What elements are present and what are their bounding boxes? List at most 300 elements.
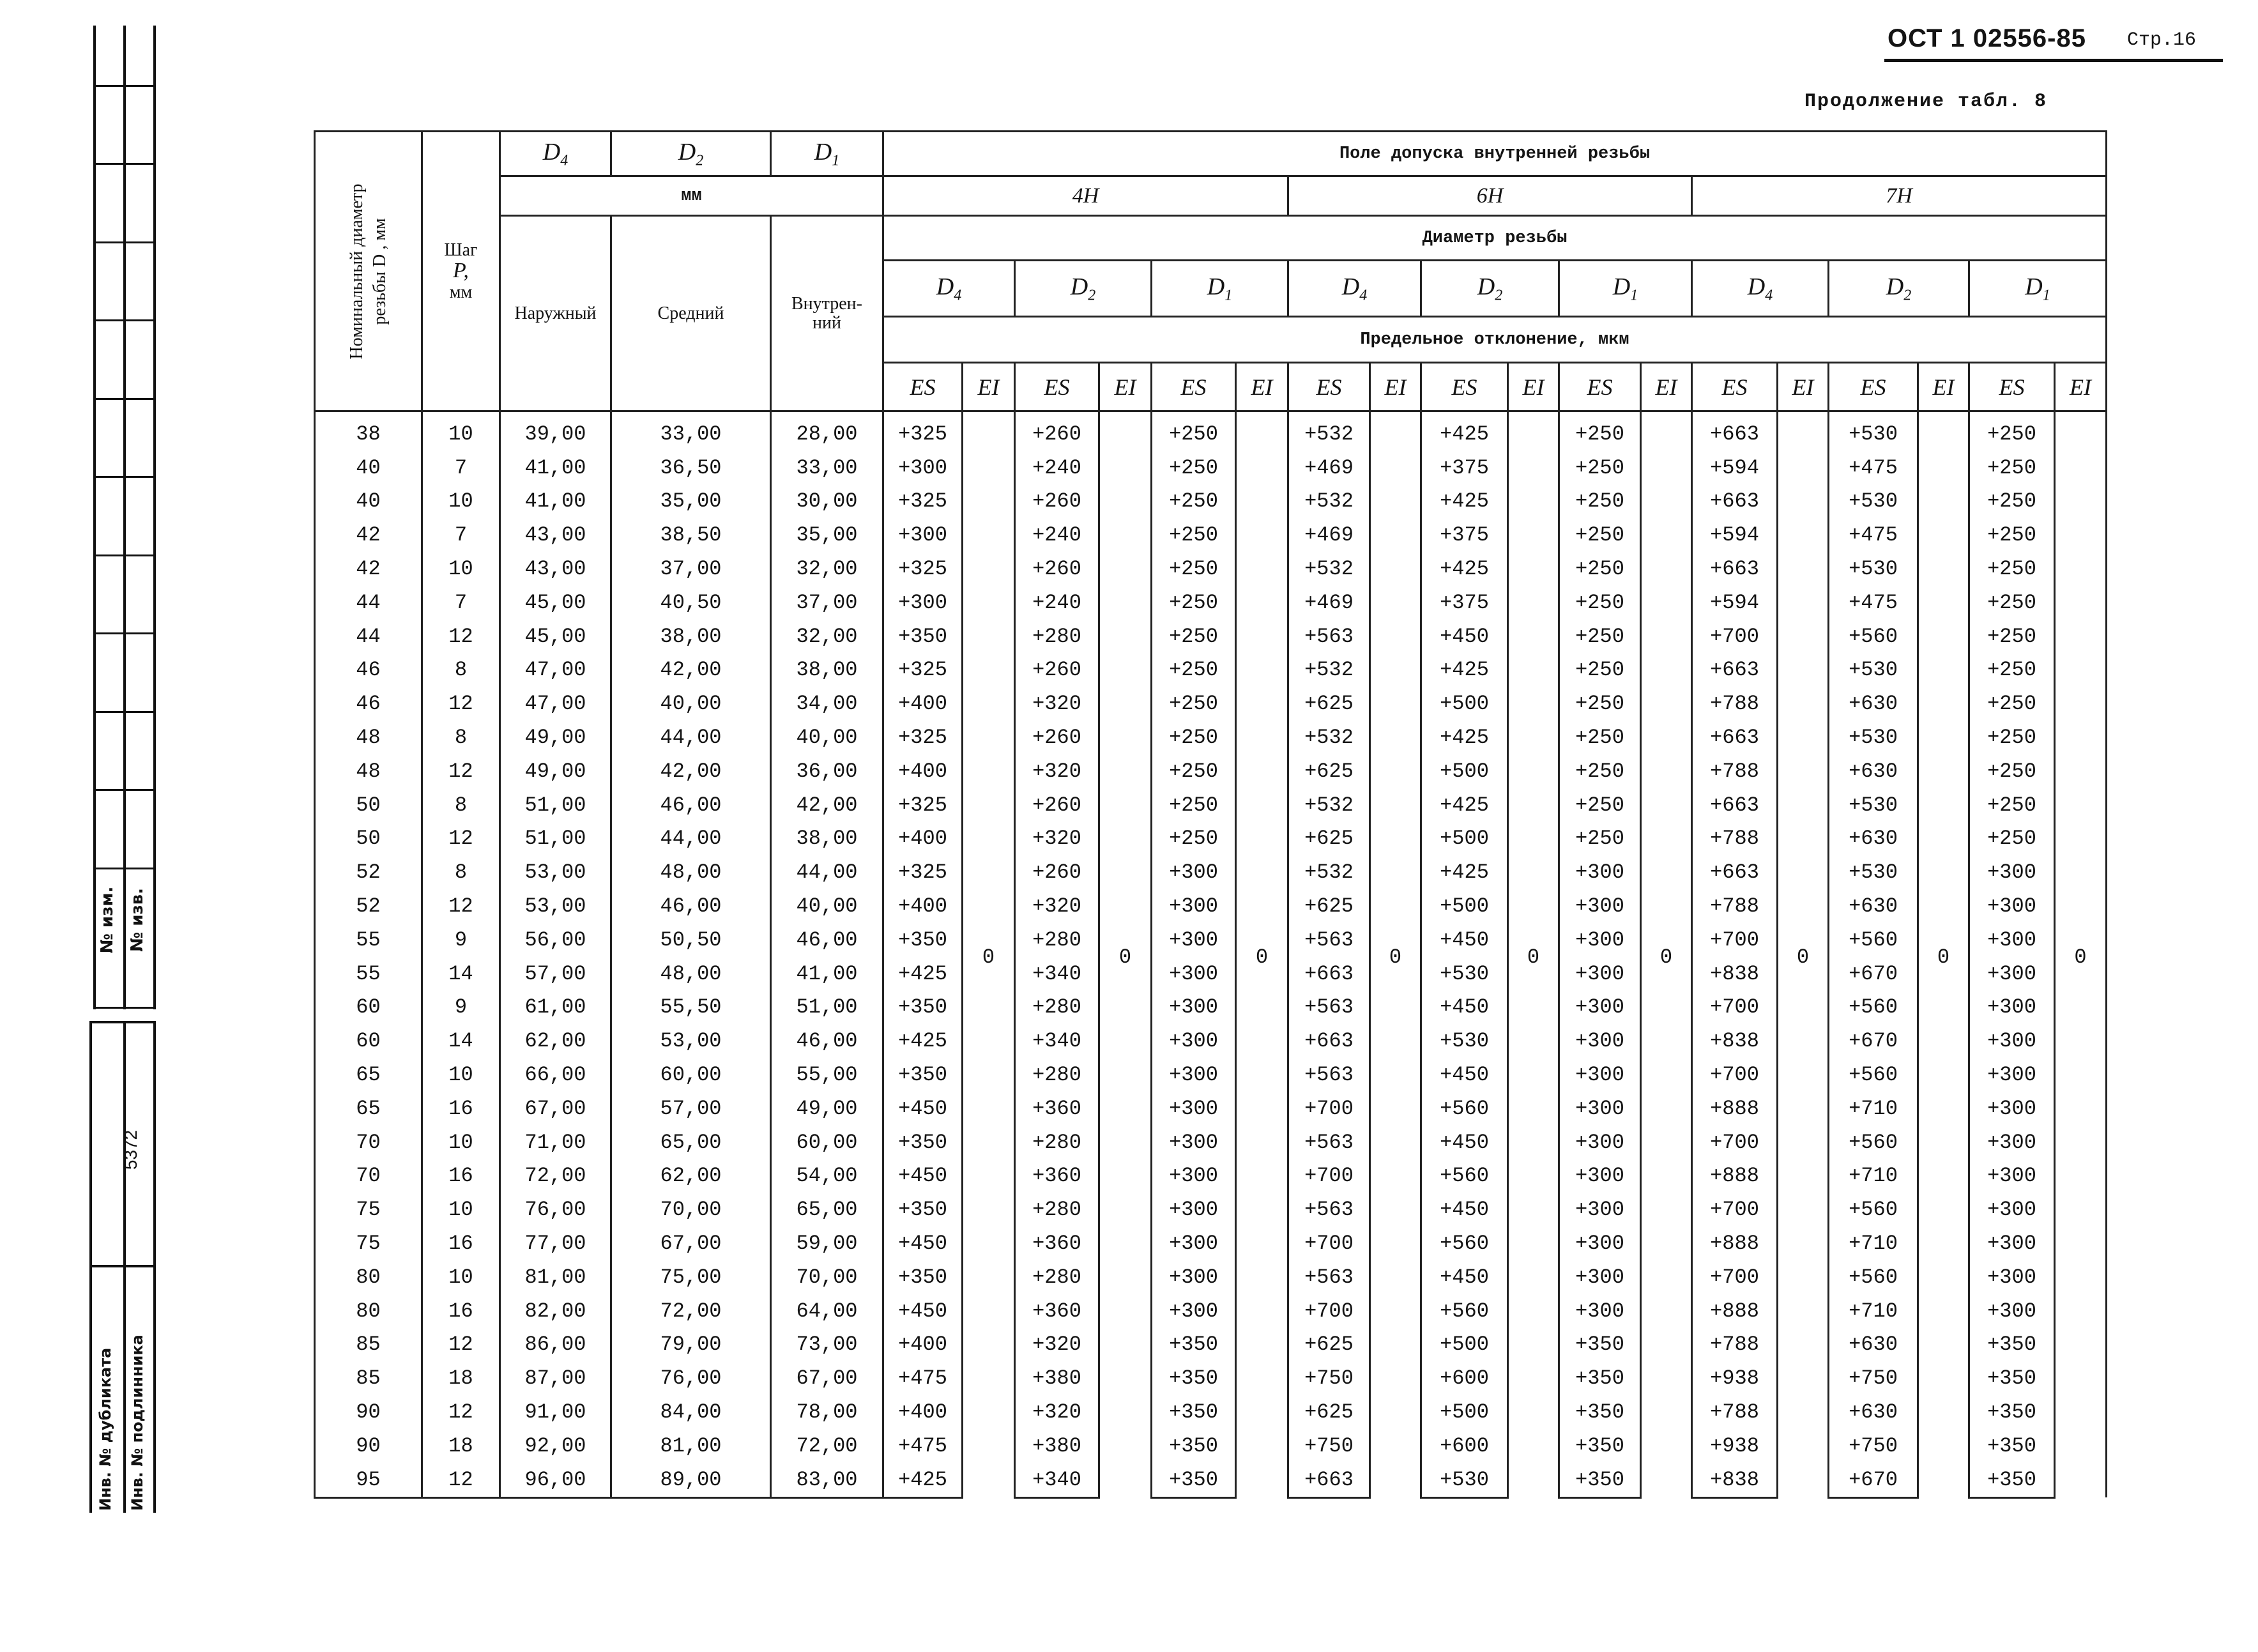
ei-header: EI	[1641, 363, 1692, 411]
es-value-cell: +700	[1692, 991, 1778, 1025]
es-value-cell: +425	[883, 1024, 963, 1058]
es-value-cell: +532	[1288, 788, 1370, 822]
es-value-cell: +750	[1288, 1361, 1370, 1395]
es-value-cell: +475	[1829, 451, 1918, 485]
es-value-cell: +469	[1288, 586, 1370, 620]
outer-diameter-cell: 77,00	[500, 1227, 611, 1260]
d4-symbol: $D_4$	[1288, 261, 1421, 317]
es-value-cell: +250	[1969, 411, 2055, 451]
nominal-diameter-cell: 46	[315, 654, 422, 687]
es-value-cell: +625	[1288, 822, 1370, 856]
es-value-cell: +700	[1288, 1294, 1370, 1328]
es-value-cell: +450	[1421, 991, 1508, 1025]
middle-diameter-cell: 79,00	[611, 1328, 771, 1362]
outer-diameter-cell: 86,00	[500, 1328, 611, 1362]
es-value-cell: +350	[1152, 1463, 1236, 1497]
es-value-cell: +450	[1421, 1058, 1508, 1092]
outer-diameter-cell: 47,00	[500, 654, 611, 687]
pitch-cell: 10	[422, 1260, 500, 1294]
pitch-cell: 10	[422, 552, 500, 586]
es-value-cell: +700	[1692, 1058, 1778, 1092]
nominal-diameter-cell: 70	[315, 1159, 422, 1193]
es-value-cell: +300	[1152, 1159, 1236, 1193]
es-value-cell: +350	[1559, 1463, 1641, 1497]
es-value-cell: +325	[883, 552, 963, 586]
nominal-diameter-cell: 95	[315, 1463, 422, 1497]
pitch-header: Шаг P, мм	[422, 132, 500, 411]
strip-line	[93, 398, 156, 400]
d1-symbol: $D_1$	[1559, 261, 1692, 317]
es-value-cell: +560	[1829, 923, 1918, 957]
nominal-diameter-cell: 85	[315, 1361, 422, 1395]
es-value-cell: +625	[1288, 889, 1370, 923]
es-value-cell: +325	[883, 411, 963, 451]
es-value-cell: +300	[1969, 1092, 2055, 1126]
es-value-cell: +250	[1559, 586, 1641, 620]
table-row	[315, 1092, 2107, 1126]
strip-line	[153, 1021, 156, 1513]
pitch-cell: 12	[422, 1328, 500, 1362]
ei-value-cell: 0	[1236, 411, 1288, 1498]
table-row	[315, 1328, 2107, 1362]
es-value-cell: +563	[1288, 991, 1370, 1025]
es-value-cell: +300	[1969, 1294, 2055, 1328]
es-value-cell: +500	[1421, 687, 1508, 721]
pitch-cell: 8	[422, 721, 500, 754]
table-row	[315, 411, 2107, 451]
outer-diameter-cell: 62,00	[500, 1024, 611, 1058]
ei-value-cell: 0	[1370, 411, 1421, 1498]
es-value-cell: +838	[1692, 1463, 1778, 1497]
es-value-cell: +320	[1015, 1328, 1099, 1362]
es-value-cell: +888	[1692, 1092, 1778, 1126]
pitch-cell: 10	[422, 1193, 500, 1227]
es-value-cell: +400	[883, 754, 963, 788]
ei-header: EI	[1370, 363, 1421, 411]
es-value-cell: +260	[1015, 552, 1099, 586]
es-value-cell: +340	[1015, 1463, 1099, 1497]
ei-header: EI	[1918, 363, 1969, 411]
table-row	[315, 1193, 2107, 1227]
es-value-cell: +350	[1969, 1361, 2055, 1395]
middle-diameter-cell: 46,00	[611, 889, 771, 923]
middle-diameter-cell: 76,00	[611, 1361, 771, 1395]
es-value-cell: +560	[1829, 1193, 1918, 1227]
inner-diameter-cell: 38,00	[771, 822, 883, 856]
es-value-cell: +300	[1969, 957, 2055, 991]
es-value-cell: +325	[883, 721, 963, 754]
es-value-cell: +250	[1969, 552, 2055, 586]
es-value-cell: +425	[1421, 411, 1508, 451]
es-value-cell: +560	[1421, 1294, 1508, 1328]
es-value-cell: +350	[1559, 1429, 1641, 1463]
nominal-diameter-cell: 75	[315, 1227, 422, 1260]
inner-diameter-cell: 32,00	[771, 620, 883, 654]
strip-line	[153, 26, 156, 1009]
es-value-cell: +250	[1152, 822, 1236, 856]
inner-diameter-cell: 60,00	[771, 1126, 883, 1159]
strip-line	[93, 1007, 156, 1009]
middle-diameter-cell: 35,00	[611, 485, 771, 519]
es-value-cell: +663	[1288, 1463, 1370, 1497]
nominal-diameter-cell: 46	[315, 687, 422, 721]
es-value-cell: +300	[1152, 1092, 1236, 1126]
d1-symbol: $D_1$	[771, 132, 883, 176]
table-continuation-title: Продолжение табл. 8	[1804, 91, 2048, 112]
middle-diameter-cell: 42,00	[611, 754, 771, 788]
es-value-cell: +710	[1829, 1227, 1918, 1260]
strip-label: Инв. № подлинника	[128, 1335, 146, 1511]
nominal-diameter-cell: 55	[315, 923, 422, 957]
es-value-cell: +250	[1559, 721, 1641, 754]
document-code: ОСТ 1 02556-85	[1888, 24, 2086, 52]
es-value-cell: +260	[1015, 411, 1099, 451]
es-value-cell: +300	[1152, 923, 1236, 957]
pitch-cell: 16	[422, 1227, 500, 1260]
es-value-cell: +300	[1559, 1126, 1641, 1159]
middle-diameter-cell: 44,00	[611, 822, 771, 856]
strip-line	[93, 868, 156, 869]
es-value-cell: +888	[1692, 1294, 1778, 1328]
es-value-cell: +663	[1692, 411, 1778, 451]
es-value-cell: +300	[1969, 1227, 2055, 1260]
es-value-cell: +250	[1152, 754, 1236, 788]
inner-diameter-cell: 54,00	[771, 1159, 883, 1193]
es-value-cell: +300	[883, 451, 963, 485]
pitch-cell: 10	[422, 485, 500, 519]
es-value-cell: +250	[1969, 620, 2055, 654]
es-value-cell: +350	[883, 923, 963, 957]
middle-diameter-cell: 89,00	[611, 1463, 771, 1497]
es-value-cell: +475	[883, 1361, 963, 1395]
pitch-cell: 10	[422, 411, 500, 451]
ei-value-cell: 0	[1778, 411, 1829, 1498]
ei-header: EI	[1099, 363, 1152, 411]
inner-diameter-cell: 41,00	[771, 957, 883, 991]
es-value-cell: +250	[1969, 586, 2055, 620]
es-value-cell: +663	[1692, 485, 1778, 519]
es-value-cell: +360	[1015, 1294, 1099, 1328]
es-value-cell: +300	[1152, 1193, 1236, 1227]
es-value-cell: +250	[1969, 451, 2055, 485]
middle-diameter-cell: 36,50	[611, 451, 771, 485]
es-value-cell: +350	[883, 1058, 963, 1092]
thread-diameter-header: Диаметр резьбы	[883, 216, 2107, 261]
middle-diameter-cell: 84,00	[611, 1395, 771, 1429]
es-value-cell: +250	[1152, 518, 1236, 552]
es-value-cell: +630	[1829, 822, 1918, 856]
middle-diameter-cell: 42,00	[611, 654, 771, 687]
es-value-cell: +250	[1152, 411, 1236, 451]
es-value-cell: +670	[1829, 1463, 1918, 1497]
es-value-cell: +475	[1829, 586, 1918, 620]
es-value-cell: +450	[883, 1227, 963, 1260]
middle-diameter-cell: 33,00	[611, 411, 771, 451]
es-value-cell: +300	[1559, 1159, 1641, 1193]
middle-diameter-cell: 62,00	[611, 1159, 771, 1193]
es-value-cell: +788	[1692, 754, 1778, 788]
es-value-cell: +350	[883, 1193, 963, 1227]
es-value-cell: +560	[1829, 1126, 1918, 1159]
table-row	[315, 754, 2107, 788]
es-value-cell: +530	[1829, 788, 1918, 822]
es-value-cell: +400	[883, 822, 963, 856]
pitch-cell: 14	[422, 957, 500, 991]
es-value-cell: +500	[1421, 754, 1508, 788]
es-value-cell: +560	[1829, 1058, 1918, 1092]
es-value-cell: +250	[1559, 620, 1641, 654]
es-value-cell: +350	[883, 1260, 963, 1294]
es-value-cell: +300	[1152, 1126, 1236, 1159]
es-value-cell: +670	[1829, 1024, 1918, 1058]
es-value-cell: +563	[1288, 923, 1370, 957]
pitch-cell: 12	[422, 889, 500, 923]
pitch-cell: 7	[422, 518, 500, 552]
outer-diameter-cell: 51,00	[500, 822, 611, 856]
strip-line	[93, 554, 156, 556]
es-value-cell: +360	[1015, 1092, 1099, 1126]
es-value-cell: +250	[1559, 552, 1641, 586]
es-value-cell: +425	[1421, 552, 1508, 586]
middle-diameter-cell: 57,00	[611, 1092, 771, 1126]
nominal-diameter-cell: 40	[315, 485, 422, 519]
inner-diameter-cell: 38,00	[771, 654, 883, 687]
inner-diameter-cell: 42,00	[771, 788, 883, 822]
strip-line	[89, 1265, 153, 1267]
es-value-cell: +300	[1559, 1092, 1641, 1126]
pitch-cell: 10	[422, 1126, 500, 1159]
es-value-cell: +530	[1829, 721, 1918, 754]
middle-diameter-cell: 38,00	[611, 620, 771, 654]
es-value-cell: +250	[1969, 822, 2055, 856]
es-value-cell: +450	[1421, 1193, 1508, 1227]
es-value-cell: +450	[1421, 1260, 1508, 1294]
strip-line	[89, 1021, 153, 1023]
es-value-cell: +600	[1421, 1429, 1508, 1463]
es-value-cell: +625	[1288, 687, 1370, 721]
outer-diameter-cell: 41,00	[500, 451, 611, 485]
nominal-diameter-cell: 52	[315, 889, 422, 923]
es-value-cell: +600	[1421, 1361, 1508, 1395]
es-value-cell: +425	[1421, 654, 1508, 687]
es-value-cell: +375	[1421, 451, 1508, 485]
outer-diameter-cell: 82,00	[500, 1294, 611, 1328]
es-value-cell: +670	[1829, 957, 1918, 991]
nominal-diameter-cell: 48	[315, 754, 422, 788]
es-value-cell: +300	[1152, 1058, 1236, 1092]
es-value-cell: +400	[883, 1395, 963, 1429]
table-row	[315, 1260, 2107, 1294]
d4-symbol: $D_4$	[500, 132, 611, 176]
es-header: ES	[1421, 363, 1508, 411]
es-value-cell: +250	[1152, 654, 1236, 687]
pitch-cell: 7	[422, 451, 500, 485]
strip-line	[123, 26, 126, 1009]
pitch-cell: 12	[422, 1395, 500, 1429]
es-value-cell: +280	[1015, 1058, 1099, 1092]
ei-header: EI	[1508, 363, 1559, 411]
middle-diameter-cell: 46,00	[611, 788, 771, 822]
es-value-cell: +300	[1559, 923, 1641, 957]
outer-diameter-cell: 51,00	[500, 788, 611, 822]
strip-line	[93, 476, 156, 478]
es-value-cell: +594	[1692, 518, 1778, 552]
pitch-cell: 8	[422, 654, 500, 687]
middle-diameter-cell: 40,50	[611, 586, 771, 620]
outer-diameter-cell: 92,00	[500, 1429, 611, 1463]
es-value-cell: +450	[1421, 923, 1508, 957]
inner-diameter-cell: 59,00	[771, 1227, 883, 1260]
strip-line	[93, 632, 156, 634]
es-value-cell: +630	[1829, 1395, 1918, 1429]
es-value-cell: +400	[883, 1328, 963, 1362]
middle-diameter-cell: 75,00	[611, 1260, 771, 1294]
nominal-diameter-cell: 90	[315, 1429, 422, 1463]
d1-symbol: $D_1$	[1969, 261, 2107, 317]
es-value-cell: +532	[1288, 411, 1370, 451]
es-value-cell: +530	[1421, 1024, 1508, 1058]
table-row	[315, 1058, 2107, 1092]
es-value-cell: +350	[1969, 1463, 2055, 1497]
es-value-cell: +530	[1421, 1463, 1508, 1497]
es-value-cell: +469	[1288, 451, 1370, 485]
inner-diameter-cell: 40,00	[771, 889, 883, 923]
d1-symbol: $D_1$	[1152, 261, 1288, 317]
es-value-cell: +250	[1969, 518, 2055, 552]
nominal-diameter-cell: 60	[315, 1024, 422, 1058]
inventory-number: 5372	[121, 1129, 141, 1170]
table-row	[315, 1227, 2107, 1260]
es-value-cell: +380	[1015, 1429, 1099, 1463]
table-row	[315, 687, 2107, 721]
es-value-cell: +700	[1288, 1159, 1370, 1193]
inner-diameter-cell: 70,00	[771, 1260, 883, 1294]
es-value-cell: +300	[1559, 957, 1641, 991]
es-value-cell: +350	[1559, 1328, 1641, 1362]
outer-diameter-cell: 56,00	[500, 923, 611, 957]
unit-header: мм	[500, 176, 883, 216]
nominal-diameter-cell: 38	[315, 411, 422, 451]
es-value-cell: +250	[1152, 620, 1236, 654]
es-value-cell: +425	[1421, 485, 1508, 519]
es-value-cell: +450	[1421, 620, 1508, 654]
grade-7h: 7H	[1692, 176, 2107, 216]
middle-diameter-cell: 67,00	[611, 1227, 771, 1260]
es-value-cell: +625	[1288, 1328, 1370, 1362]
grade-6h: 6H	[1288, 176, 1692, 216]
es-header: ES	[1015, 363, 1099, 411]
es-value-cell: +350	[883, 1126, 963, 1159]
es-value-cell: +300	[1969, 1024, 2055, 1058]
table-row	[315, 855, 2107, 889]
table-row	[315, 923, 2107, 957]
ei-header: EI	[2055, 363, 2107, 411]
inner-diameter-cell: 51,00	[771, 991, 883, 1025]
d2-symbol: $D_2$	[1015, 261, 1152, 317]
es-value-cell: +425	[1421, 788, 1508, 822]
inner-diameter-header: Внутрен- ний	[771, 216, 883, 411]
es-value-cell: +400	[883, 687, 963, 721]
es-value-cell: +450	[883, 1092, 963, 1126]
nominal-diameter-cell: 65	[315, 1092, 422, 1126]
es-value-cell: +450	[883, 1294, 963, 1328]
strip-line	[93, 26, 96, 1009]
es-value-cell: +325	[883, 485, 963, 519]
es-value-cell: +320	[1015, 754, 1099, 788]
table-row	[315, 1294, 2107, 1328]
inner-diameter-cell: 67,00	[771, 1361, 883, 1395]
es-value-cell: +300	[1559, 1227, 1641, 1260]
es-value-cell: +250	[1969, 485, 2055, 519]
es-header: ES	[1559, 363, 1641, 411]
middle-diameter-cell: 38,50	[611, 518, 771, 552]
es-value-cell: +350	[1152, 1395, 1236, 1429]
es-value-cell: +280	[1015, 1193, 1099, 1227]
pitch-cell: 16	[422, 1159, 500, 1193]
nominal-diameter-cell: 75	[315, 1193, 422, 1227]
es-value-cell: +663	[1692, 788, 1778, 822]
es-value-cell: +838	[1692, 957, 1778, 991]
es-value-cell: +300	[1969, 889, 2055, 923]
es-value-cell: +450	[1421, 1126, 1508, 1159]
middle-diameter-cell: 72,00	[611, 1294, 771, 1328]
table-row	[315, 1159, 2107, 1193]
nominal-diameter-cell: 44	[315, 586, 422, 620]
es-value-cell: +530	[1829, 855, 1918, 889]
outer-diameter-cell: 61,00	[500, 991, 611, 1025]
es-value-cell: +425	[1421, 855, 1508, 889]
outer-diameter-cell: 72,00	[500, 1159, 611, 1193]
middle-diameter-cell: 53,00	[611, 1024, 771, 1058]
d2-symbol: $D_2$	[1421, 261, 1559, 317]
es-value-cell: +788	[1692, 822, 1778, 856]
ei-header: EI	[1236, 363, 1288, 411]
es-value-cell: +938	[1692, 1429, 1778, 1463]
es-value-cell: +560	[1421, 1159, 1508, 1193]
nominal-diameter-cell: 50	[315, 822, 422, 856]
es-value-cell: +300	[1969, 855, 2055, 889]
es-value-cell: +300	[1152, 991, 1236, 1025]
ei-value-cell: 0	[2055, 411, 2107, 1498]
es-header: ES	[883, 363, 963, 411]
es-value-cell: +250	[1559, 687, 1641, 721]
es-value-cell: +750	[1829, 1429, 1918, 1463]
es-value-cell: +300	[1152, 1227, 1236, 1260]
strip-line	[93, 163, 156, 165]
es-value-cell: +380	[1015, 1361, 1099, 1395]
es-value-cell: +530	[1421, 957, 1508, 991]
middle-diameter-cell: 48,00	[611, 957, 771, 991]
es-value-cell: +300	[1969, 923, 2055, 957]
es-value-cell: +630	[1829, 687, 1918, 721]
middle-diameter-cell: 50,50	[611, 923, 771, 957]
es-value-cell: +663	[1692, 552, 1778, 586]
inner-diameter-cell: 78,00	[771, 1395, 883, 1429]
outer-diameter-header: Наружный	[500, 216, 611, 411]
es-value-cell: +350	[1969, 1328, 2055, 1362]
table-row	[315, 889, 2107, 923]
es-value-cell: +425	[883, 1463, 963, 1497]
header-rule	[1884, 59, 2223, 62]
es-value-cell: +450	[883, 1159, 963, 1193]
es-value-cell: +250	[1559, 485, 1641, 519]
es-value-cell: +360	[1015, 1227, 1099, 1260]
es-value-cell: +260	[1015, 855, 1099, 889]
outer-diameter-cell: 67,00	[500, 1092, 611, 1126]
es-value-cell: +938	[1692, 1361, 1778, 1395]
es-value-cell: +500	[1421, 822, 1508, 856]
tolerance-table	[314, 130, 2107, 1499]
